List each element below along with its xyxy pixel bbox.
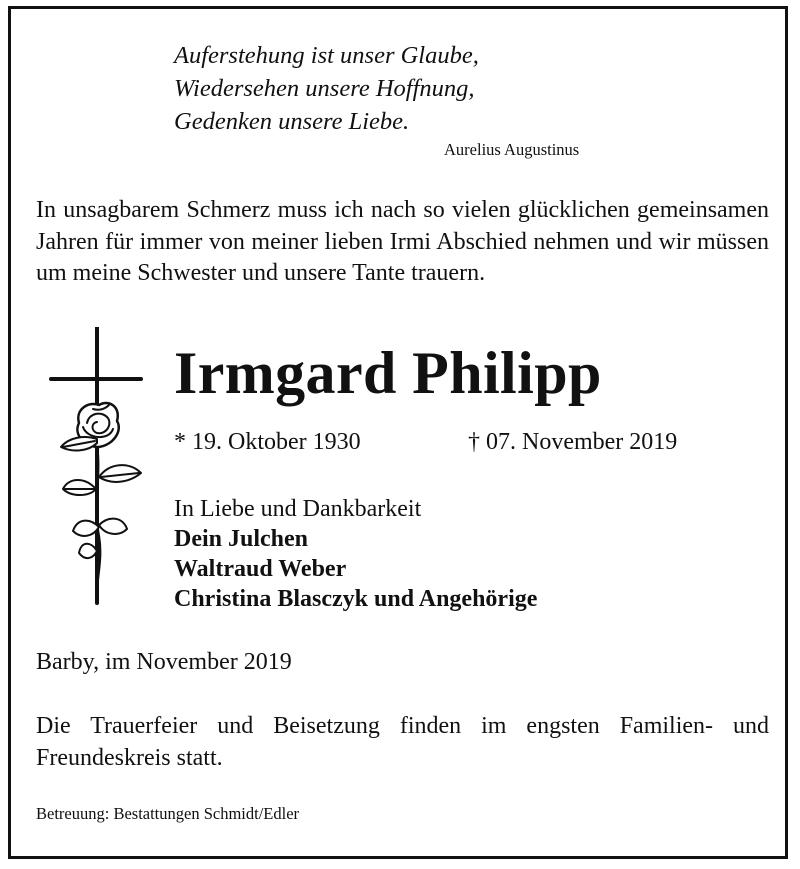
ceremony-text: Die Trauerfeier und Beisetzung finden im engsten Familien- und Freundeskreis statt. bbox=[36, 713, 769, 771]
mourner-name: Waltraud Weber bbox=[174, 556, 347, 582]
birth-date: * 19. Oktober 1930 bbox=[174, 429, 361, 455]
mourners bbox=[174, 494, 537, 614]
quote-author: Aurelius Augustinus bbox=[444, 140, 580, 159]
mourners-intro: In Liebe und Dankbarkeit bbox=[174, 496, 422, 522]
mourner-name: Christina Blasczyk und Angehörige bbox=[174, 586, 538, 612]
mourner-name: Dein Julchen bbox=[174, 526, 309, 552]
place-date: Barby, im November 2019 bbox=[36, 649, 292, 675]
cross-with-rose-icon bbox=[49, 327, 149, 617]
intro-text: In unsagbarem Schmerz muss ich nach so vielen glücklichen gemeinsamen Jahren für immer von meiner lieben Irmi Abschied nehmen und wir müssen um meine Schwester und unsere Tante trauern. bbox=[36, 197, 769, 286]
obituary-notice bbox=[8, 6, 788, 859]
undertaker: Betreuung: Bestattungen Schmidt/Edler bbox=[36, 804, 300, 823]
quote-line: Wiedersehen unsere Hoffnung, bbox=[174, 75, 475, 102]
quote-line: Gedenken unsere Liebe. bbox=[174, 108, 410, 135]
deceased-name: Irmgard Philipp bbox=[174, 340, 602, 406]
death-date: † 07. November 2019 bbox=[468, 429, 678, 455]
quote-line: Auferstehung ist unser Glaube, bbox=[174, 42, 479, 69]
quote bbox=[174, 39, 479, 138]
